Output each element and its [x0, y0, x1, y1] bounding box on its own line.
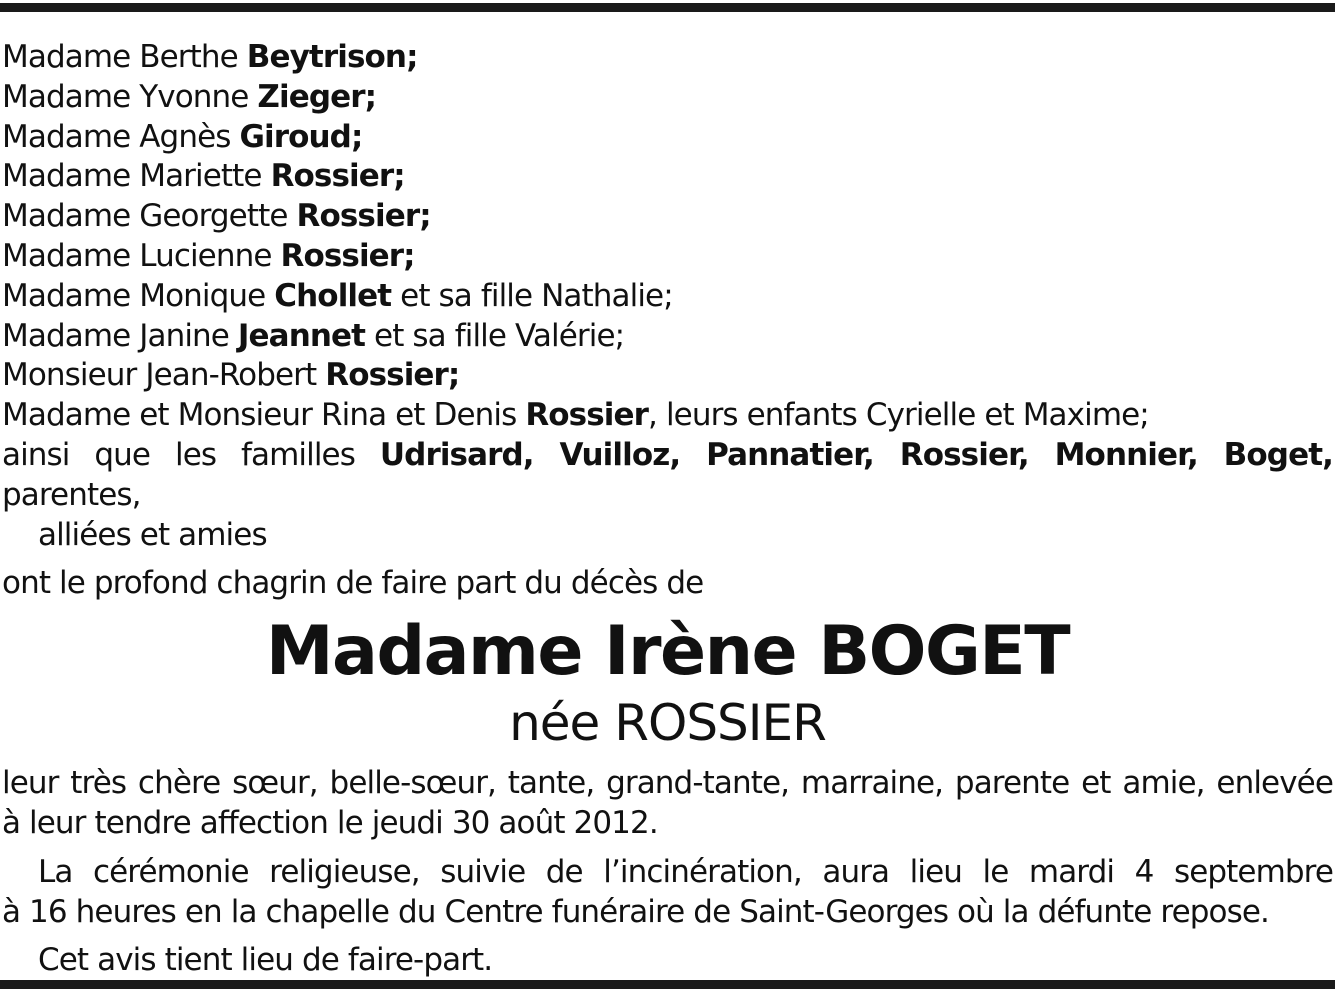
closing-text: Cet avis tient lieu de faire-part. [38, 942, 493, 979]
mourner-line [2, 157, 1333, 197]
mourner-line [2, 356, 1333, 396]
deceased-name: Madame Irène BOGET [265, 612, 1070, 692]
family-names: Udrisard, Vuilloz, Pannatier, Rossier, Monnier, Boget, [379, 436, 1334, 473]
mourner-surname: Rossier; [325, 357, 460, 394]
mourner-given-name: Madame Georgette [2, 198, 297, 235]
mourner-surname: Zieger; [257, 78, 377, 115]
mourner-given-name: Madame Agnès [2, 118, 240, 155]
mourner-suffix: , leurs enfants Cyrielle et Maxime; [648, 397, 1149, 434]
mourners-list [2, 38, 1333, 555]
mourner-surname: Rossier; [280, 237, 415, 274]
bottom-border-rule [0, 980, 1335, 989]
ceremony-paragraph [2, 853, 1333, 933]
mourner-surname: Rossier; [270, 158, 405, 195]
obituary-notice [2, 38, 1333, 981]
mourner-line [2, 78, 1333, 118]
families-prefix: ainsi que les familles [2, 436, 380, 473]
mourner-line [2, 118, 1333, 158]
description-paragraph [2, 764, 1333, 844]
mourner-line [2, 197, 1333, 237]
mourner-given-name: Madame Janine [2, 317, 238, 354]
mourner-line [2, 396, 1333, 436]
announcement-text: ont le profond chagrin de faire part du décès de [2, 565, 704, 602]
mourner-line [2, 317, 1333, 357]
ceremony-line: à 16 heures en la chapelle du Centre funéraire de Saint-Georges où la défunte repose. [2, 893, 1269, 930]
mourner-given-name: Madame et Monsieur Rina et Denis [2, 397, 526, 434]
mourner-given-name: Madame Berthe [2, 39, 247, 75]
mourner-given-name: Madame Monique [2, 277, 275, 314]
mourner-surname: Jeannet [237, 317, 366, 354]
families-suffix: parentes, [2, 476, 141, 513]
mourner-line [2, 237, 1333, 277]
mourner-given-name: Madame Yvonne [2, 78, 258, 115]
mourner-surname: Rossier; [296, 198, 431, 235]
mourner-given-name: Monsieur Jean-Robert [2, 357, 326, 394]
mourner-given-name: Madame Lucienne [2, 237, 281, 274]
mourner-line [2, 38, 1333, 78]
families-continuation: alliées et amies [38, 516, 267, 553]
top-border-rule [0, 3, 1335, 12]
ceremony-line: La cérémonie religieuse, suivie de l’incinération, aura lieu le mardi 4 septembre [38, 853, 1333, 890]
mourner-suffix: et sa fille Valérie; [365, 317, 625, 354]
mourner-surname: Chollet [274, 277, 392, 314]
mourner-line [2, 277, 1333, 317]
mourner-surname: Giroud; [239, 118, 363, 155]
mourner-surname: Rossier [525, 397, 649, 434]
mourner-suffix: et sa fille Nathalie; [391, 277, 673, 314]
description-line: leur très chère sœur, belle-sœur, tante, grand-tante, marraine, parente et amie, enlevée [2, 765, 1333, 802]
description-line: à leur tendre affection le jeudi 30 août 2012. [2, 804, 658, 841]
deceased-maiden-name: née ROSSIER [509, 694, 826, 753]
mourner-given-name: Madame Mariette [2, 158, 271, 195]
families-line [2, 436, 1333, 516]
mourner-surname: Beytrison; [246, 39, 418, 75]
